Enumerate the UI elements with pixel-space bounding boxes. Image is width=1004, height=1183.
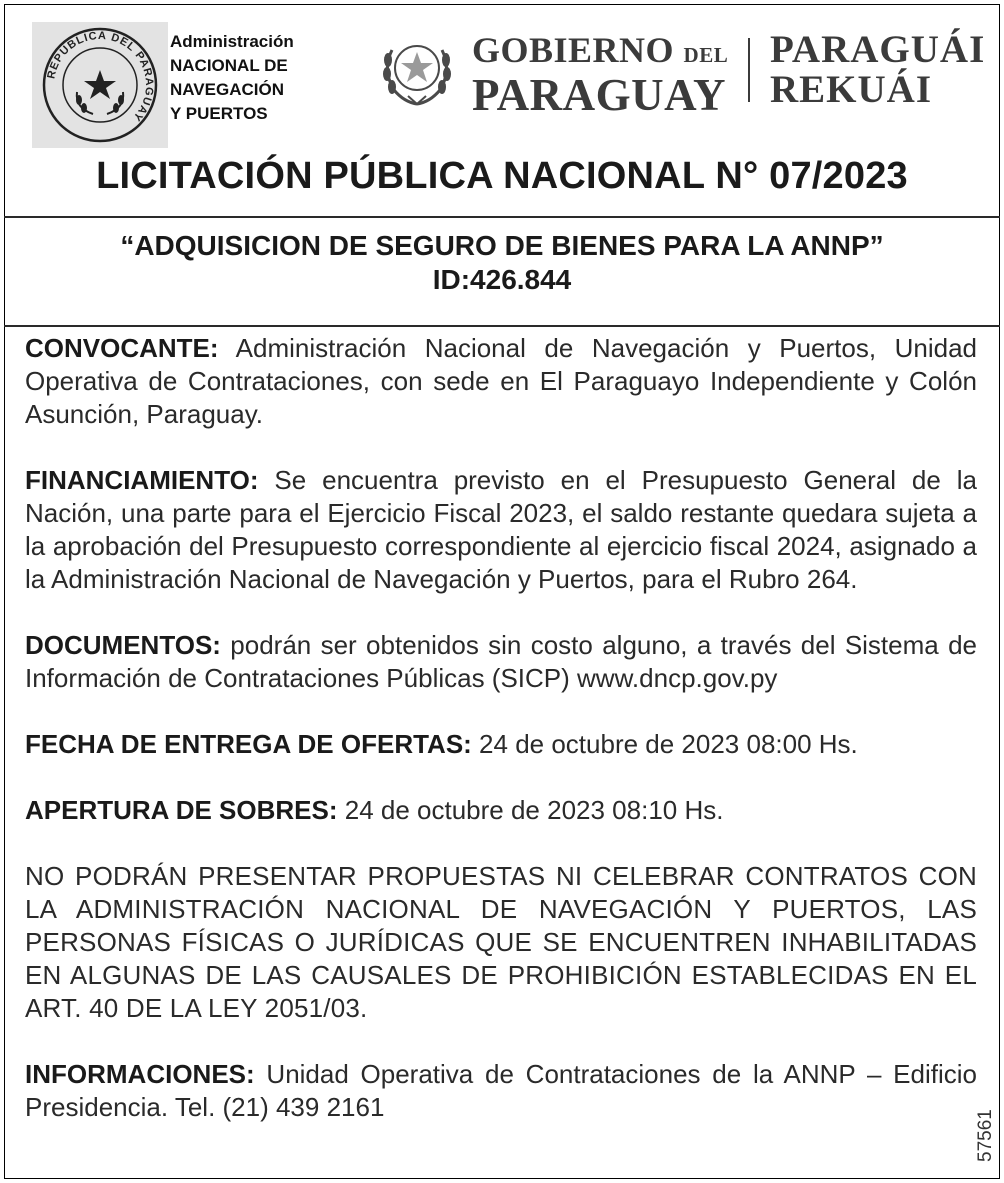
section-text: podrán ser obtenidos sin costo alguno, a través del Sistema de Información de Contrataciones Públicas (SICP) www.dncp.gov.py	[25, 630, 977, 693]
section-label: FECHA DE ENTREGA DE OFERTAS:	[25, 729, 472, 759]
agency-line: Administración	[170, 32, 294, 51]
section-text: 24 de octubre de 2023 08:00 Hs.	[471, 729, 858, 759]
gov-title-country: PARAGUAY	[472, 70, 727, 120]
fecha-entrega-paragraph	[25, 728, 977, 761]
tender-id: ID:426.844	[432, 264, 572, 295]
divider-rule	[4, 216, 1000, 218]
tender-subtitle	[0, 229, 1004, 297]
section-text: 24 de octubre de 2023 08:10 Hs.	[337, 795, 724, 825]
section-label: DOCUMENTOS:	[25, 630, 221, 660]
financiamiento-paragraph	[25, 464, 977, 596]
gov-title-word: GOBIERNO	[472, 30, 675, 70]
agency-line: Y PUERTOS	[170, 104, 268, 123]
seal-ring-text: REPUBLICA DEL PARAGUAY	[45, 29, 156, 124]
agency-seal-box	[32, 22, 168, 148]
divider-rule	[4, 325, 1000, 327]
gov-title-del: DEL	[683, 43, 729, 67]
government-slogan	[770, 30, 985, 110]
tender-title: LICITACIÓN PÚBLICA NACIONAL N° 07/2023	[96, 155, 908, 197]
government-emblem-icon	[372, 30, 462, 110]
section-label: CONVOCANTE:	[25, 333, 219, 363]
slogan-line: REKUÁI	[770, 68, 933, 111]
section-text: Administración Nacional de Navegación y Puertos, Unidad Operativa de Contrataciones, con sede en El Paraguayo Independiente y Colón Asunción, Paraguay.	[25, 333, 977, 429]
tender-body	[25, 332, 977, 1124]
section-text: Unidad Operativa de Contrataciones de la ANNP – Edificio Presidencia. Tel. (21) 439 2161	[25, 1059, 977, 1122]
apertura-paragraph	[25, 794, 977, 827]
convocante-paragraph	[25, 332, 977, 431]
agency-line: NAVEGACIÓN	[170, 80, 284, 99]
section-text: Se encuentra previsto en el Presupuesto General de la Nación, una parte para el Ejercicio Fiscal 2023, el saldo restante quedara sujeta a la aprobación del Presupuesto correspondiente al ejercicio fiscal 2024, asignado a la Administración Nacional de Navegación y Puertos, para el Rubro 264.	[25, 465, 977, 594]
government-title	[472, 30, 729, 120]
informaciones-paragraph	[25, 1058, 977, 1124]
section-label: FINANCIAMIENTO:	[25, 465, 259, 495]
republic-seal-icon	[41, 26, 159, 144]
agency-name	[170, 30, 350, 126]
documentos-paragraph	[25, 629, 977, 695]
agency-line: NACIONAL DE	[170, 56, 288, 75]
subtitle-line: “ADQUISICION DE SEGURO DE BIENES PARA LA ANNP”	[120, 230, 884, 261]
logo-divider	[748, 38, 750, 102]
section-label: APERTURA DE SOBRES:	[25, 795, 338, 825]
prohibicion-paragraph: NO PODRÁN PRESENTAR PROPUESTAS NI CELEBRAR CONTRATOS CON LA ADMINISTRACIÓN NACIONAL DE NAVEGACIÓN Y PUERTOS, LAS PERSONAS FÍSICAS O JURÍDICAS QUE SE ENCUENTREN INHABILITADAS EN ALGUNAS DE LAS CAUSALES DE PROHIBICIÓN ESTABLECIDAS EN EL ART. 40 DE LA LEY 2051/03.	[25, 861, 977, 1023]
section-label: INFORMACIONES:	[25, 1059, 255, 1089]
slogan-line: PARAGUÁI	[770, 28, 986, 71]
ad-code: 57561	[975, 1109, 996, 1162]
